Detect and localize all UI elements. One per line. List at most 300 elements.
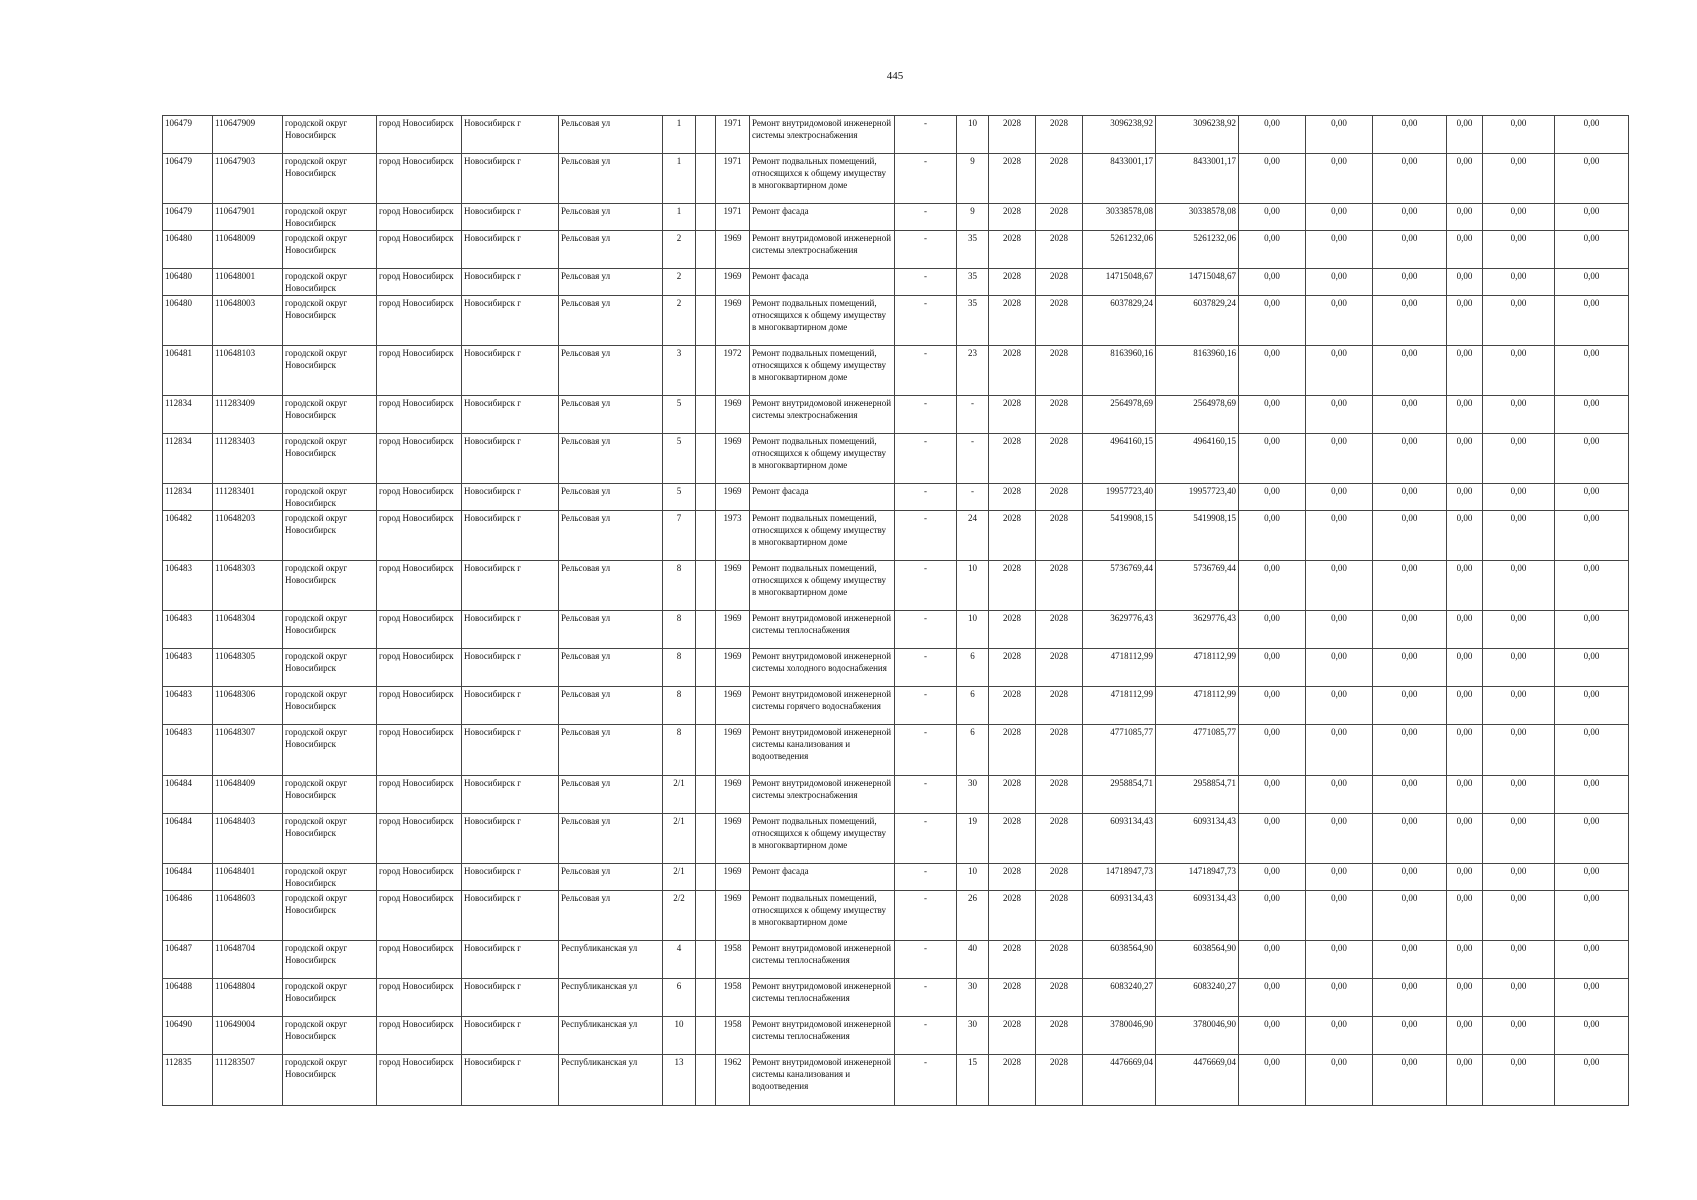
cell-district: городской округ Новосибирск <box>283 687 377 725</box>
cell-building <box>696 116 716 154</box>
cell-settlement: город Новосибирск <box>377 116 462 154</box>
cell-settlement: город Новосибирск <box>377 396 462 434</box>
cell-f1: 0,00 <box>1239 891 1306 941</box>
cell-house: 8 <box>663 561 696 611</box>
cell-year: 1962 <box>716 1055 750 1106</box>
cell-dash: - <box>895 346 957 396</box>
cell-city: Новосибирск г <box>462 511 559 561</box>
cell-work: Ремонт внутридомовой инженерной системы горячего водоснабжения <box>750 687 895 725</box>
cell-settlement: город Новосибирск <box>377 231 462 269</box>
cell-y1: 2028 <box>989 814 1036 864</box>
cell-f2: 0,00 <box>1306 725 1373 776</box>
cell-code: 110648003 <box>213 296 283 346</box>
cell-n: 9 <box>957 204 989 231</box>
cell-district: городской округ Новосибирск <box>283 296 377 346</box>
cell-code: 111283401 <box>213 484 283 511</box>
cell-f6: 0,00 <box>1555 231 1629 269</box>
cell-cost: 6038564,90 <box>1083 941 1156 979</box>
cell-y2: 2028 <box>1036 941 1083 979</box>
table-row <box>163 484 1629 511</box>
cell-code: 110648409 <box>213 776 283 814</box>
cell-building <box>696 891 716 941</box>
cell-house: 5 <box>663 396 696 434</box>
cell-district: городской округ Новосибирск <box>283 154 377 204</box>
cell-f3: 0,00 <box>1373 891 1447 941</box>
cell-district: городской округ Новосибирск <box>283 864 377 891</box>
cell-house: 5 <box>663 434 696 484</box>
cell-dash: - <box>895 204 957 231</box>
cell-code: 110649004 <box>213 1017 283 1055</box>
cell-house: 4 <box>663 941 696 979</box>
cell-code: 111283403 <box>213 434 283 484</box>
cell-f5: 0,00 <box>1483 1017 1555 1055</box>
cell-f6: 0,00 <box>1555 725 1629 776</box>
cell-total: 2958854,71 <box>1156 776 1239 814</box>
cell-year: 1969 <box>716 231 750 269</box>
cell-work: Ремонт внутридомовой инженерной системы канализования и водоотведения <box>750 1055 895 1106</box>
cell-y1: 2028 <box>989 561 1036 611</box>
cell-n: 10 <box>957 116 989 154</box>
cell-f5: 0,00 <box>1483 116 1555 154</box>
cell-street: Республиканская ул <box>559 979 663 1017</box>
cell-house: 3 <box>663 346 696 396</box>
cell-cost: 14715048,67 <box>1083 269 1156 296</box>
cell-district: городской округ Новосибирск <box>283 891 377 941</box>
cell-f3: 0,00 <box>1373 1017 1447 1055</box>
cell-y1: 2028 <box>989 891 1036 941</box>
cell-f5: 0,00 <box>1483 979 1555 1017</box>
cell-street: Рельсовая ул <box>559 154 663 204</box>
cell-y1: 2028 <box>989 611 1036 649</box>
cell-year: 1958 <box>716 979 750 1017</box>
cell-f4: 0,00 <box>1447 346 1483 396</box>
cell-n: - <box>957 434 989 484</box>
cell-f5: 0,00 <box>1483 511 1555 561</box>
cell-building <box>696 864 716 891</box>
cell-n: 15 <box>957 1055 989 1106</box>
cell-n: 30 <box>957 979 989 1017</box>
cell-street: Рельсовая ул <box>559 346 663 396</box>
cell-house: 2/1 <box>663 864 696 891</box>
cell-f2: 0,00 <box>1306 231 1373 269</box>
cell-f4: 0,00 <box>1447 1017 1483 1055</box>
cell-y1: 2028 <box>989 296 1036 346</box>
cell-street: Рельсовая ул <box>559 611 663 649</box>
cell-house: 2/1 <box>663 776 696 814</box>
cell-f2: 0,00 <box>1306 116 1373 154</box>
cell-f5: 0,00 <box>1483 231 1555 269</box>
cell-f2: 0,00 <box>1306 346 1373 396</box>
cell-f6: 0,00 <box>1555 776 1629 814</box>
table-row <box>163 269 1629 296</box>
cell-settlement: город Новосибирск <box>377 687 462 725</box>
cell-y2: 2028 <box>1036 269 1083 296</box>
cell-work: Ремонт подвальных помещений, относящихся к общему имуществу в многоквартирном доме <box>750 296 895 346</box>
cell-f4: 0,00 <box>1447 814 1483 864</box>
cell-dash: - <box>895 296 957 346</box>
cell-work: Ремонт внутридомовой инженерной системы теплоснабжения <box>750 941 895 979</box>
cell-code: 110648704 <box>213 941 283 979</box>
cell-street: Рельсовая ул <box>559 511 663 561</box>
cell-district: городской округ Новосибирск <box>283 979 377 1017</box>
cell-f3: 0,00 <box>1373 561 1447 611</box>
cell-street: Рельсовая ул <box>559 269 663 296</box>
cell-f3: 0,00 <box>1373 687 1447 725</box>
cell-f2: 0,00 <box>1306 204 1373 231</box>
cell-y2: 2028 <box>1036 611 1083 649</box>
cell-total: 5736769,44 <box>1156 561 1239 611</box>
cell-id: 112834 <box>163 396 213 434</box>
cell-f5: 0,00 <box>1483 1055 1555 1106</box>
cell-y2: 2028 <box>1036 511 1083 561</box>
cell-street: Рельсовая ул <box>559 561 663 611</box>
cell-year: 1969 <box>716 561 750 611</box>
cell-street: Рельсовая ул <box>559 814 663 864</box>
cell-settlement: город Новосибирск <box>377 725 462 776</box>
cell-settlement: город Новосибирск <box>377 649 462 687</box>
cell-settlement: город Новосибирск <box>377 864 462 891</box>
cell-n: 9 <box>957 154 989 204</box>
cell-id: 106479 <box>163 204 213 231</box>
cell-building <box>696 814 716 864</box>
cell-total: 3629776,43 <box>1156 611 1239 649</box>
cell-house: 10 <box>663 1017 696 1055</box>
cell-city: Новосибирск г <box>462 864 559 891</box>
cell-code: 110648103 <box>213 346 283 396</box>
cell-id: 106484 <box>163 864 213 891</box>
cell-total: 2564978,69 <box>1156 396 1239 434</box>
cell-street: Рельсовая ул <box>559 864 663 891</box>
cell-y2: 2028 <box>1036 725 1083 776</box>
cell-work: Ремонт внутридомовой инженерной системы электроснабжения <box>750 231 895 269</box>
cell-street: Рельсовая ул <box>559 434 663 484</box>
table-row <box>163 1055 1629 1106</box>
cell-f3: 0,00 <box>1373 611 1447 649</box>
cell-y1: 2028 <box>989 864 1036 891</box>
cell-total: 4718112,99 <box>1156 649 1239 687</box>
cell-dash: - <box>895 116 957 154</box>
cell-y1: 2028 <box>989 687 1036 725</box>
cell-district: городской округ Новосибирск <box>283 561 377 611</box>
cell-dash: - <box>895 561 957 611</box>
cell-house: 8 <box>663 611 696 649</box>
cell-code: 111283507 <box>213 1055 283 1106</box>
cell-y2: 2028 <box>1036 154 1083 204</box>
cell-f6: 0,00 <box>1555 116 1629 154</box>
cell-city: Новосибирск г <box>462 725 559 776</box>
cell-f5: 0,00 <box>1483 941 1555 979</box>
cell-work: Ремонт подвальных помещений, относящихся к общему имуществу в многоквартирном доме <box>750 346 895 396</box>
cell-year: 1971 <box>716 204 750 231</box>
cell-id: 106486 <box>163 891 213 941</box>
cell-code: 110648304 <box>213 611 283 649</box>
cell-cost: 30338578,08 <box>1083 204 1156 231</box>
cell-total: 3780046,90 <box>1156 1017 1239 1055</box>
cell-y2: 2028 <box>1036 204 1083 231</box>
cell-f2: 0,00 <box>1306 864 1373 891</box>
cell-settlement: город Новосибирск <box>377 296 462 346</box>
cell-f5: 0,00 <box>1483 649 1555 687</box>
cell-y2: 2028 <box>1036 1055 1083 1106</box>
cell-street: Рельсовая ул <box>559 776 663 814</box>
cell-n: 23 <box>957 346 989 396</box>
cell-work: Ремонт внутридомовой инженерной системы электроснабжения <box>750 776 895 814</box>
cell-y1: 2028 <box>989 649 1036 687</box>
repair-register-table <box>162 115 1629 1106</box>
cell-f2: 0,00 <box>1306 979 1373 1017</box>
cell-building <box>696 269 716 296</box>
cell-cost: 3780046,90 <box>1083 1017 1156 1055</box>
cell-house: 1 <box>663 116 696 154</box>
cell-id: 106479 <box>163 116 213 154</box>
cell-y1: 2028 <box>989 1055 1036 1106</box>
cell-id: 106487 <box>163 941 213 979</box>
cell-y1: 2028 <box>989 511 1036 561</box>
cell-district: городской округ Новосибирск <box>283 511 377 561</box>
cell-total: 8433001,17 <box>1156 154 1239 204</box>
cell-y2: 2028 <box>1036 561 1083 611</box>
cell-work: Ремонт внутридомовой инженерной системы холодного водоснабжения <box>750 649 895 687</box>
cell-f3: 0,00 <box>1373 649 1447 687</box>
cell-n: 10 <box>957 611 989 649</box>
cell-y2: 2028 <box>1036 979 1083 1017</box>
cell-settlement: город Новосибирск <box>377 561 462 611</box>
cell-district: городской округ Новосибирск <box>283 204 377 231</box>
cell-building <box>696 346 716 396</box>
cell-f6: 0,00 <box>1555 941 1629 979</box>
cell-f4: 0,00 <box>1447 484 1483 511</box>
cell-dash: - <box>895 864 957 891</box>
cell-city: Новосибирск г <box>462 434 559 484</box>
cell-f4: 0,00 <box>1447 979 1483 1017</box>
cell-f2: 0,00 <box>1306 296 1373 346</box>
cell-district: городской округ Новосибирск <box>283 649 377 687</box>
cell-street: Рельсовая ул <box>559 396 663 434</box>
cell-f4: 0,00 <box>1447 204 1483 231</box>
cell-y1: 2028 <box>989 434 1036 484</box>
cell-f3: 0,00 <box>1373 296 1447 346</box>
cell-f6: 0,00 <box>1555 511 1629 561</box>
cell-dash: - <box>895 941 957 979</box>
cell-f3: 0,00 <box>1373 484 1447 511</box>
cell-street: Рельсовая ул <box>559 484 663 511</box>
cell-n: 35 <box>957 231 989 269</box>
cell-id: 106483 <box>163 561 213 611</box>
cell-building <box>696 204 716 231</box>
cell-year: 1969 <box>716 434 750 484</box>
cell-cost: 4964160,15 <box>1083 434 1156 484</box>
cell-house: 5 <box>663 484 696 511</box>
cell-building <box>696 941 716 979</box>
cell-f6: 0,00 <box>1555 154 1629 204</box>
cell-district: городской округ Новосибирск <box>283 941 377 979</box>
cell-f2: 0,00 <box>1306 561 1373 611</box>
cell-total: 14715048,67 <box>1156 269 1239 296</box>
cell-street: Рельсовая ул <box>559 687 663 725</box>
cell-code: 110648203 <box>213 511 283 561</box>
cell-dash: - <box>895 269 957 296</box>
cell-f5: 0,00 <box>1483 611 1555 649</box>
cell-f1: 0,00 <box>1239 484 1306 511</box>
table-row <box>163 396 1629 434</box>
cell-building <box>696 776 716 814</box>
cell-f6: 0,00 <box>1555 1055 1629 1106</box>
cell-total: 14718947,73 <box>1156 864 1239 891</box>
cell-y1: 2028 <box>989 396 1036 434</box>
cell-street: Рельсовая ул <box>559 649 663 687</box>
cell-total: 6093134,43 <box>1156 891 1239 941</box>
cell-street: Рельсовая ул <box>559 204 663 231</box>
cell-id: 106488 <box>163 979 213 1017</box>
cell-f2: 0,00 <box>1306 814 1373 864</box>
cell-f1: 0,00 <box>1239 116 1306 154</box>
cell-n: 40 <box>957 941 989 979</box>
table-row <box>163 725 1629 776</box>
cell-district: городской округ Новосибирск <box>283 116 377 154</box>
cell-total: 6037829,24 <box>1156 296 1239 346</box>
cell-y2: 2028 <box>1036 296 1083 346</box>
cell-work: Ремонт фасада <box>750 204 895 231</box>
cell-street: Республиканская ул <box>559 1017 663 1055</box>
cell-settlement: город Новосибирск <box>377 941 462 979</box>
cell-house: 1 <box>663 154 696 204</box>
cell-year: 1969 <box>716 864 750 891</box>
cell-id: 112834 <box>163 434 213 484</box>
cell-n: 6 <box>957 687 989 725</box>
cell-dash: - <box>895 687 957 725</box>
cell-work: Ремонт подвальных помещений, относящихся к общему имуществу в многоквартирном доме <box>750 511 895 561</box>
cell-f3: 0,00 <box>1373 346 1447 396</box>
cell-house: 8 <box>663 687 696 725</box>
cell-n: 30 <box>957 1017 989 1055</box>
cell-cost: 3096238,92 <box>1083 116 1156 154</box>
cell-f6: 0,00 <box>1555 434 1629 484</box>
cell-work: Ремонт фасада <box>750 484 895 511</box>
table-row <box>163 561 1629 611</box>
cell-dash: - <box>895 979 957 1017</box>
cell-total: 30338578,08 <box>1156 204 1239 231</box>
cell-n: - <box>957 396 989 434</box>
cell-cost: 6093134,43 <box>1083 891 1156 941</box>
cell-year: 1969 <box>716 296 750 346</box>
cell-city: Новосибирск г <box>462 1055 559 1106</box>
cell-city: Новосибирск г <box>462 269 559 296</box>
cell-f3: 0,00 <box>1373 941 1447 979</box>
cell-f6: 0,00 <box>1555 649 1629 687</box>
cell-house: 8 <box>663 649 696 687</box>
cell-f6: 0,00 <box>1555 1017 1629 1055</box>
cell-f1: 0,00 <box>1239 511 1306 561</box>
cell-f1: 0,00 <box>1239 396 1306 434</box>
cell-id: 106483 <box>163 649 213 687</box>
cell-id: 106484 <box>163 776 213 814</box>
cell-f3: 0,00 <box>1373 396 1447 434</box>
cell-district: городской округ Новосибирск <box>283 434 377 484</box>
cell-year: 1972 <box>716 346 750 396</box>
cell-code: 111283409 <box>213 396 283 434</box>
cell-year: 1969 <box>716 484 750 511</box>
cell-total: 4964160,15 <box>1156 434 1239 484</box>
cell-f5: 0,00 <box>1483 725 1555 776</box>
cell-building <box>696 231 716 269</box>
cell-f6: 0,00 <box>1555 296 1629 346</box>
cell-y2: 2028 <box>1036 1017 1083 1055</box>
cell-settlement: город Новосибирск <box>377 346 462 396</box>
cell-house: 6 <box>663 979 696 1017</box>
cell-y2: 2028 <box>1036 649 1083 687</box>
cell-y1: 2028 <box>989 154 1036 204</box>
cell-code: 110648307 <box>213 725 283 776</box>
cell-f3: 0,00 <box>1373 725 1447 776</box>
cell-f4: 0,00 <box>1447 296 1483 346</box>
cell-y1: 2028 <box>989 725 1036 776</box>
cell-f1: 0,00 <box>1239 864 1306 891</box>
cell-code: 110648804 <box>213 979 283 1017</box>
cell-settlement: город Новосибирск <box>377 434 462 484</box>
cell-f1: 0,00 <box>1239 649 1306 687</box>
cell-n: 6 <box>957 725 989 776</box>
cell-f1: 0,00 <box>1239 814 1306 864</box>
cell-street: Рельсовая ул <box>559 891 663 941</box>
cell-city: Новосибирск г <box>462 396 559 434</box>
cell-district: городской округ Новосибирск <box>283 814 377 864</box>
cell-f4: 0,00 <box>1447 649 1483 687</box>
cell-cost: 6093134,43 <box>1083 814 1156 864</box>
table-row <box>163 116 1629 154</box>
cell-settlement: город Новосибирск <box>377 814 462 864</box>
cell-total: 6083240,27 <box>1156 979 1239 1017</box>
cell-work: Ремонт внутридомовой инженерной системы теплоснабжения <box>750 1017 895 1055</box>
cell-city: Новосибирск г <box>462 561 559 611</box>
cell-f3: 0,00 <box>1373 979 1447 1017</box>
cell-y2: 2028 <box>1036 396 1083 434</box>
cell-cost: 5261232,06 <box>1083 231 1156 269</box>
cell-f5: 0,00 <box>1483 434 1555 484</box>
cell-n: 35 <box>957 296 989 346</box>
table-row <box>163 891 1629 941</box>
cell-code: 110648306 <box>213 687 283 725</box>
cell-f2: 0,00 <box>1306 269 1373 296</box>
cell-y2: 2028 <box>1036 776 1083 814</box>
cell-settlement: город Новосибирск <box>377 204 462 231</box>
cell-f4: 0,00 <box>1447 231 1483 269</box>
cell-f2: 0,00 <box>1306 891 1373 941</box>
cell-f4: 0,00 <box>1447 941 1483 979</box>
cell-city: Новосибирск г <box>462 979 559 1017</box>
cell-f4: 0,00 <box>1447 561 1483 611</box>
cell-city: Новосибирск г <box>462 1017 559 1055</box>
cell-cost: 4718112,99 <box>1083 687 1156 725</box>
cell-f3: 0,00 <box>1373 116 1447 154</box>
cell-street: Республиканская ул <box>559 941 663 979</box>
cell-street: Рельсовая ул <box>559 231 663 269</box>
cell-house: 2 <box>663 296 696 346</box>
cell-city: Новосибирск г <box>462 296 559 346</box>
cell-id: 106483 <box>163 725 213 776</box>
cell-f4: 0,00 <box>1447 776 1483 814</box>
cell-house: 13 <box>663 1055 696 1106</box>
cell-n: 6 <box>957 649 989 687</box>
page-number: 445 <box>886 70 904 82</box>
cell-f4: 0,00 <box>1447 687 1483 725</box>
cell-city: Новосибирск г <box>462 154 559 204</box>
cell-y1: 2028 <box>989 1017 1036 1055</box>
cell-f5: 0,00 <box>1483 269 1555 296</box>
cell-f4: 0,00 <box>1447 891 1483 941</box>
cell-building <box>696 979 716 1017</box>
cell-city: Новосибирск г <box>462 687 559 725</box>
table-row <box>163 231 1629 269</box>
